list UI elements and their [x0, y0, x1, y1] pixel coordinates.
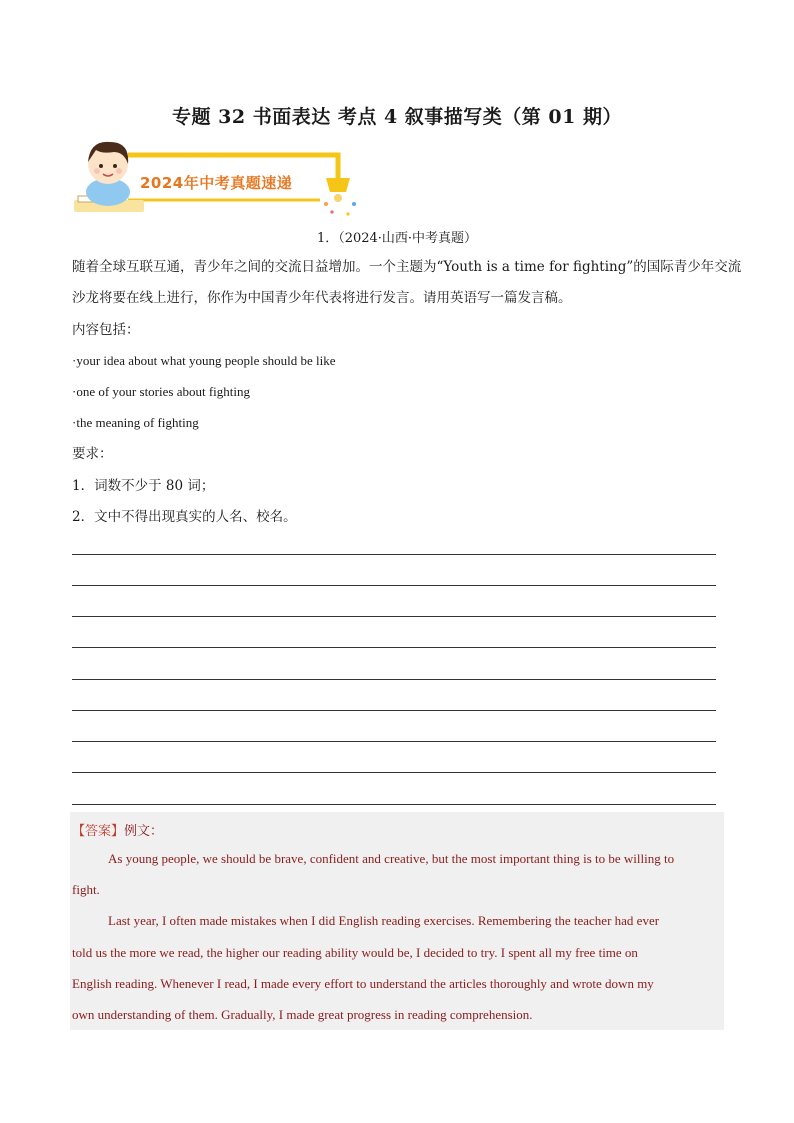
question-intro-line-2: 沙龙将要在线上进行，你作为中国青少年代表将进行发言。请用英语写一篇发言稿。 — [72, 290, 572, 306]
answer-line: Last year, I often made mistakes when I did English reading exercises. Remembering the teacher had ever — [108, 913, 660, 928]
question-number: 1．（2024·山西·中考真题） — [316, 231, 478, 246]
writing-line[interactable] — [72, 616, 716, 617]
writing-line[interactable] — [72, 741, 716, 742]
page-title: 专题 32 书面表达 考点 4 叙事描写类（第 01 期） — [172, 106, 622, 128]
answer-line: told us the more we read, the higher our reading ability would be, I decided to try. I spent all my free time on — [72, 945, 638, 960]
writing-line[interactable] — [72, 804, 716, 805]
answer-heading — [72, 820, 163, 839]
banner — [70, 138, 360, 220]
requirement-item: 2．文中不得出现真实的人名、校名。 — [72, 509, 297, 525]
content-point: ·one of your stories about fighting — [72, 384, 250, 399]
requirement-item: 1．词数不少于 80 词； — [72, 478, 215, 494]
answer-line: As young people, we should be brave, confident and creative, but the most important thing is to be willing to — [108, 851, 675, 866]
writing-line[interactable] — [72, 710, 716, 711]
writing-line[interactable] — [72, 679, 716, 680]
writing-line[interactable] — [72, 554, 716, 555]
content-point: ·the meaning of fighting — [72, 415, 199, 430]
banner-title: 2024年中考真题速递 — [140, 174, 293, 192]
question-intro-line-1: 随着全球互联互通，青少年之间的交流日益增加。一个主题为“Youth is a time for fighting”的国际青少年交流 — [72, 259, 742, 275]
writing-line[interactable] — [72, 772, 716, 773]
writing-line[interactable] — [72, 585, 716, 586]
answer-label: 【答案】 — [72, 824, 125, 839]
answer-line: fight. — [72, 882, 100, 897]
requirements-label: 要求： — [72, 446, 113, 462]
content-label: 内容包括： — [72, 322, 140, 338]
answer-line: English reading. Whenever I read, I made every effort to understand the articles thoroughly and wrote down my — [72, 976, 654, 991]
answer-label-suffix: 例文： — [124, 824, 164, 839]
writing-line[interactable] — [72, 647, 716, 648]
answer-line: own understanding of them. Gradually, I made great progress in reading comprehension. — [72, 1007, 533, 1022]
content-point: ·your idea about what young people should be like — [72, 353, 336, 368]
